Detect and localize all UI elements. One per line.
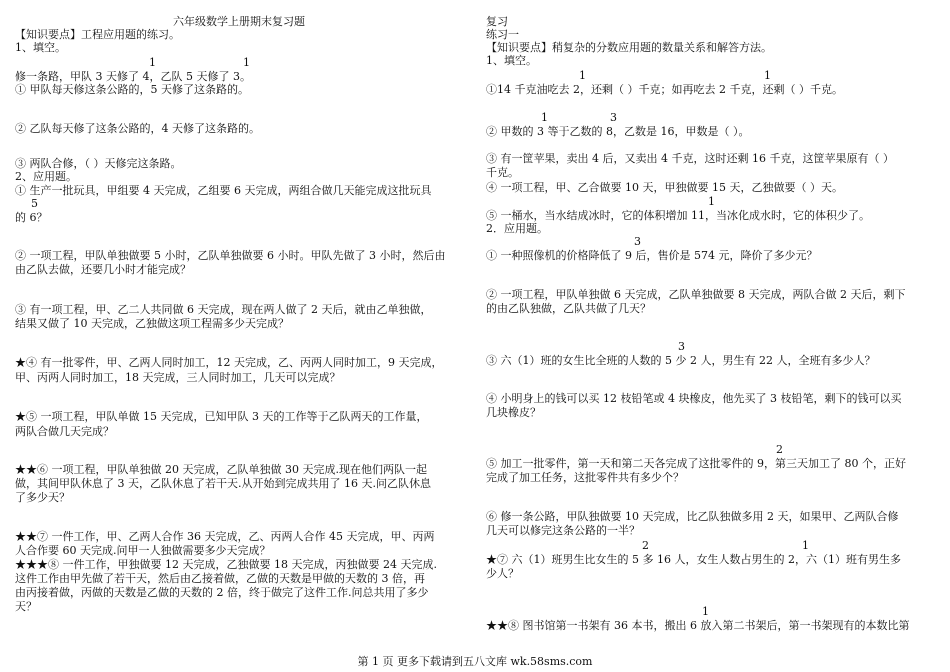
question-text: 由乙队去做，还要几小时才能完成？ xyxy=(15,263,191,276)
question-text: ★★★⑧ 一件工作，甲独做要 12 天完成，乙独做要 18 天完成，丙独做要 24 天完成. xyxy=(15,558,437,571)
question-text: 几块橡皮？ xyxy=(486,406,541,419)
question-text: ⑤ 一桶水，当水结成冰时，它的体积增加 11，当冰化成水时，它的体积少了。 xyxy=(486,209,870,222)
section-heading: 1、填空。 xyxy=(15,41,66,54)
fraction-numerator: 2 xyxy=(776,443,783,456)
fraction-numerator: 1 xyxy=(243,56,250,69)
fraction-numerator: 1 xyxy=(541,111,548,124)
fraction-numerator: 3 xyxy=(634,235,641,248)
fraction-numerator: 3 xyxy=(678,340,685,353)
page-footer: 第 1 页 更多下载请到五八文库 wk.58sms.com xyxy=(357,655,593,668)
section-title: 复习 xyxy=(486,15,508,28)
question-text: 由丙接着做，丙做的天数是乙做的天数的 2 倍，终于做完了这件工作.问总共用了多少 xyxy=(15,586,429,599)
question-text: ① 一种照像机的价格降低了 9 后，售价是 574 元，降价了多少元？ xyxy=(486,249,818,262)
question-text: ① 甲队每天修这条公路的，5 天修了这条路的。 xyxy=(15,83,249,96)
question-text: ② 一项工程，甲队单独做 6 天完成，乙队单独做要 8 天完成，两队合做 2 天后，剩下 xyxy=(486,288,906,301)
question-text: 千克。 xyxy=(486,166,519,179)
question-text: ③ 六（1）班的女生比全班的人数的 5 少 2 人，男生有 22 人，全班有多少人？ xyxy=(486,354,876,367)
question-text: ★④ 有一批零件，甲、乙两人同时加工，12 天完成，乙、丙两人同时加工，9 天完成， xyxy=(15,356,443,369)
fraction-numerator: 1 xyxy=(764,69,771,82)
question-text: ⑥ 修一条公路，甲队独做要 10 天完成，比乙队独做多用 2 天，如果甲、乙两队合修 xyxy=(486,510,899,523)
question-text: 做，其间甲队休息了 3 天，乙队休息了若干天.从开始到完成共用了 16 天.问乙队休息 xyxy=(15,477,431,490)
question-text: ④ 小明身上的钱可以买 12 枝铅笔或 4 块橡皮，他先买了 3 枝铅笔，剩下的钱可以买 xyxy=(486,392,902,405)
fraction-numerator: 1 xyxy=(149,56,156,69)
question-text: ② 甲数的 3 等于乙数的 8，乙数是 16，甲数是（ ）。 xyxy=(486,125,750,138)
knowledge-point: 【知识要点】工程应用题的练习。 xyxy=(15,28,180,41)
fraction-numerator: 1 xyxy=(702,605,709,618)
section-heading: 2、应用题。 xyxy=(15,170,77,183)
question-text: ④ 一项工程，甲、乙合做要 10 天，甲独做要 15 天，乙独做要（ ）天。 xyxy=(486,181,843,194)
question-text: ①14 千克油吃去 2，还剩（ ）千克；如再吃去 2 千克，还剩（ ）千克。 xyxy=(486,83,843,96)
question-text: ③ 两队合修，（ ）天修完这条路。 xyxy=(15,157,182,170)
section-heading: 2．应用题。 xyxy=(486,222,548,235)
question-text: 修一条路，甲队 3 天修了 4，乙队 5 天修了 3。 xyxy=(15,70,251,83)
question-text: 结果又做了 10 天完成，乙独做这项工程需多少天完成？ xyxy=(15,317,289,330)
question-text: ② 乙队每天修了这条公路的，4 天修了这条路的。 xyxy=(15,122,260,135)
fraction-numerator: 3 xyxy=(610,111,617,124)
fraction-numerator: 5 xyxy=(31,197,38,210)
question-text: 的 6？ xyxy=(15,211,48,224)
question-text: ① 生产一批玩具，甲组要 4 天完成，乙组要 6 天完成，两组合做几天能完成这批玩具 xyxy=(15,184,432,197)
question-text: 完成了加工任务，这批零件共有多少个？ xyxy=(486,471,684,484)
question-text: 两队合做几天完成？ xyxy=(15,425,114,438)
question-text: ★⑤ 一项工程，甲队单做 15 天完成，已知甲队 3 天的工作等于乙队两天的工作量， xyxy=(15,410,428,423)
section-heading: 1、填空。 xyxy=(486,54,537,67)
exercise-heading: 练习一 xyxy=(486,28,519,41)
question-text: 少人？ xyxy=(486,567,519,580)
fraction-numerator: 1 xyxy=(579,69,586,82)
knowledge-point: 【知识要点】稍复杂的分数应用题的数量关系和解答方法。 xyxy=(486,41,772,54)
fraction-numerator: 1 xyxy=(708,195,715,208)
question-text: ⑤ 加工一批零件，第一天和第二天各完成了这批零件的 9，第三天加工了 80 个，正好 xyxy=(486,457,906,470)
question-text: 的由乙队独做，乙队共做了几天？ xyxy=(486,302,651,315)
question-text: ② 一项工程，甲队单独做要 5 小时，乙队单独做要 6 小时。甲队先做了 3 小时，然后由 xyxy=(15,249,446,262)
question-text: 了多少天？ xyxy=(15,491,70,504)
question-text: ★★⑦ 一件工作，甲、乙两人合作 36 天完成，乙、丙两人合作 45 天完成，甲、丙两 xyxy=(15,530,435,543)
page-title: 六年级数学上册期末复习题 xyxy=(173,15,305,28)
fraction-numerator: 2 xyxy=(642,539,649,552)
right-column xyxy=(486,0,938,650)
question-text: 几天可以修完这条公路的一半？ xyxy=(486,524,640,537)
question-text: 这件工作由甲先做了若干天，然后由乙接着做，乙做的天数是甲做的天数的 3 倍，再 xyxy=(15,572,425,585)
fraction-numerator: 1 xyxy=(802,539,809,552)
question-text: ★★⑥ 一项工程，甲队单独做 20 天完成，乙队单独做 30 天完成.现在他们两队一起 xyxy=(15,463,427,476)
question-text: 人合作要 60 天完成.问甲一人独做需要多少天完成？ xyxy=(15,544,271,557)
question-text: 甲、丙两人同时加工，18 天完成，三人同时加工，几天可以完成？ xyxy=(15,371,341,384)
question-text: 天？ xyxy=(15,600,37,613)
question-text: ★⑦ 六（1）班男生比女生的 5 多 16 人，女生人数占男生的 2，六（1）班有男生多 xyxy=(486,553,901,566)
left-column xyxy=(15,0,463,650)
question-text: ③ 有一项工程，甲、乙二人共同做 6 天完成，现在两人做了 2 天后，就由乙单独做， xyxy=(15,303,432,316)
question-text: ③ 有一筐苹果，卖出 4 后，又卖出 4 千克，这时还剩 16 千克，这筐苹果原有（ ） xyxy=(486,152,894,165)
question-text: ★★⑧ 图书馆第一书架有 36 本书，搬出 6 放入第二书架后，第一书架现有的本数比第 xyxy=(486,619,910,632)
